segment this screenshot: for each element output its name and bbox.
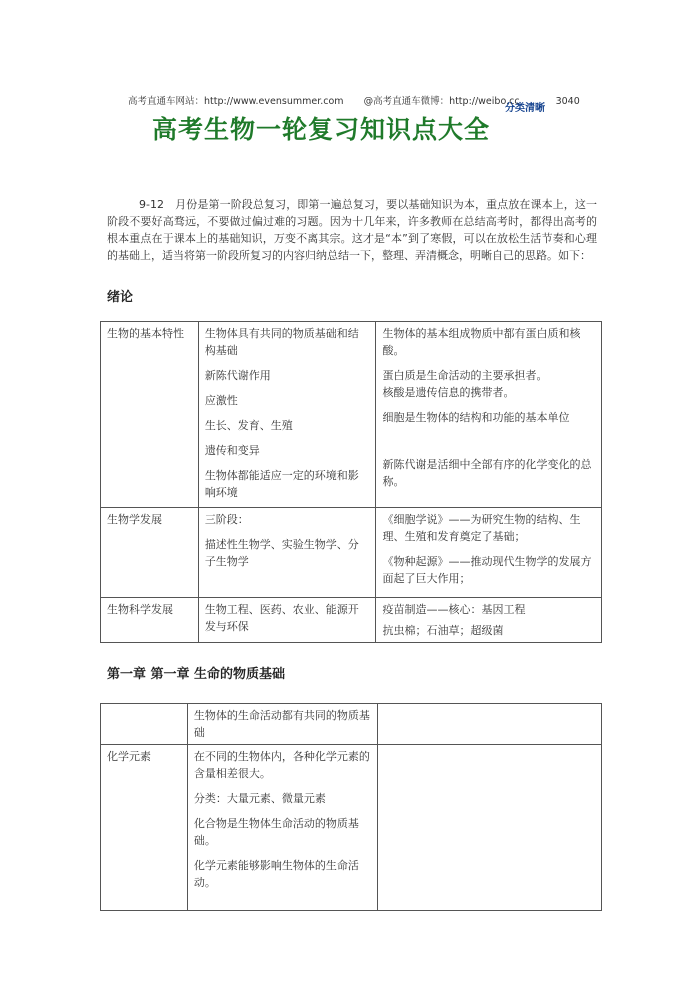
header-tail-text: 3040 <box>555 96 580 107</box>
table-row <box>101 508 602 598</box>
table-cell: 生物体具有共同的物质基础和结构基础 新陈代谢作用 应激性 生长、发育、生殖 遗传和变异 生物体都能适应一定的环境和影响环境 <box>198 322 376 508</box>
table-cell: 生物体的基本组成物质中都有蛋白质和核酸。 蛋白质是生命活动的主要承担者。 核酸是遗传信息的携带者。 细胞是生物体的结构和功能的基本单位 新陈代谢是活细中全部有序的化学变化的总称。 <box>376 322 602 508</box>
table-cell: 在不同的生物体内，各种化学元素的含量相差很大。 分类：大量元素、微量元素 化合物是生物体生命活动的物质基础。 化学元素能够影响生物体的生命活动。 <box>187 745 378 911</box>
table-row <box>101 322 602 508</box>
table-cell: 疫苗制造——核心：基因工程 抗虫棉；石油草；超级菌 <box>376 598 602 643</box>
header-weibo-text: @高考直通车微博：http://weibo.cc <box>363 96 520 107</box>
table-cell: 生物的基本特性 <box>101 322 199 508</box>
table-cell: 化学元素 <box>101 745 188 911</box>
table-chapter-1 <box>100 703 602 911</box>
table-cell: 生物体的生命活动都有共同的物质基础 <box>187 704 378 745</box>
table-cell: 生物学发展 <box>101 508 199 598</box>
table-cell: 生物科学发展 <box>101 598 199 643</box>
table-cell: 三阶段： 描述性生物学、实验生物学、分子生物学 <box>198 508 376 598</box>
table-row <box>101 598 602 643</box>
table-cell <box>101 704 188 745</box>
page-title: 高考生物一轮复习知识点大全 <box>152 115 491 144</box>
table-cell: 生物工程、医药、农业、能源开发与环保 <box>198 598 376 643</box>
table-row <box>101 745 602 911</box>
table-cell <box>378 704 602 745</box>
table-cell <box>378 745 602 911</box>
section-heading-chapter-1: 第一章 第一章 生命的物质基础 <box>107 667 286 682</box>
intro-paragraph: 9-12 月份是第一阶段总复习，即第一遍总复习，要以基础知识为本，重点放在课本上，这一阶段不要好高骛远，不要做过偏过难的习题。因为十几年来，许多教师在总结高考时，都得出高考的根本重点在于课本上的基础知识，万变不离其宗。这才是“本”到了寒假，可以在放松生活节奏和心理的基础上，适当将第一阶段所复习的内容归纳总结一下，整理、弄清概念，明晰自己的思路。如下： <box>107 198 597 262</box>
table-row <box>101 704 602 745</box>
header-site-text: 高考直通车网站：http://www.evensummer.com <box>128 96 344 107</box>
category-tag: 分类清晰 <box>505 103 545 114</box>
table-cell: 《细胞学说》——为研究生物的结构、生理、生殖和发育奠定了基础； 《物种起源》——推动现代生物学的发展方面起了巨大作用； <box>376 508 602 598</box>
table-introduction <box>100 321 602 643</box>
section-heading-introduction: 绪论 <box>107 290 134 305</box>
